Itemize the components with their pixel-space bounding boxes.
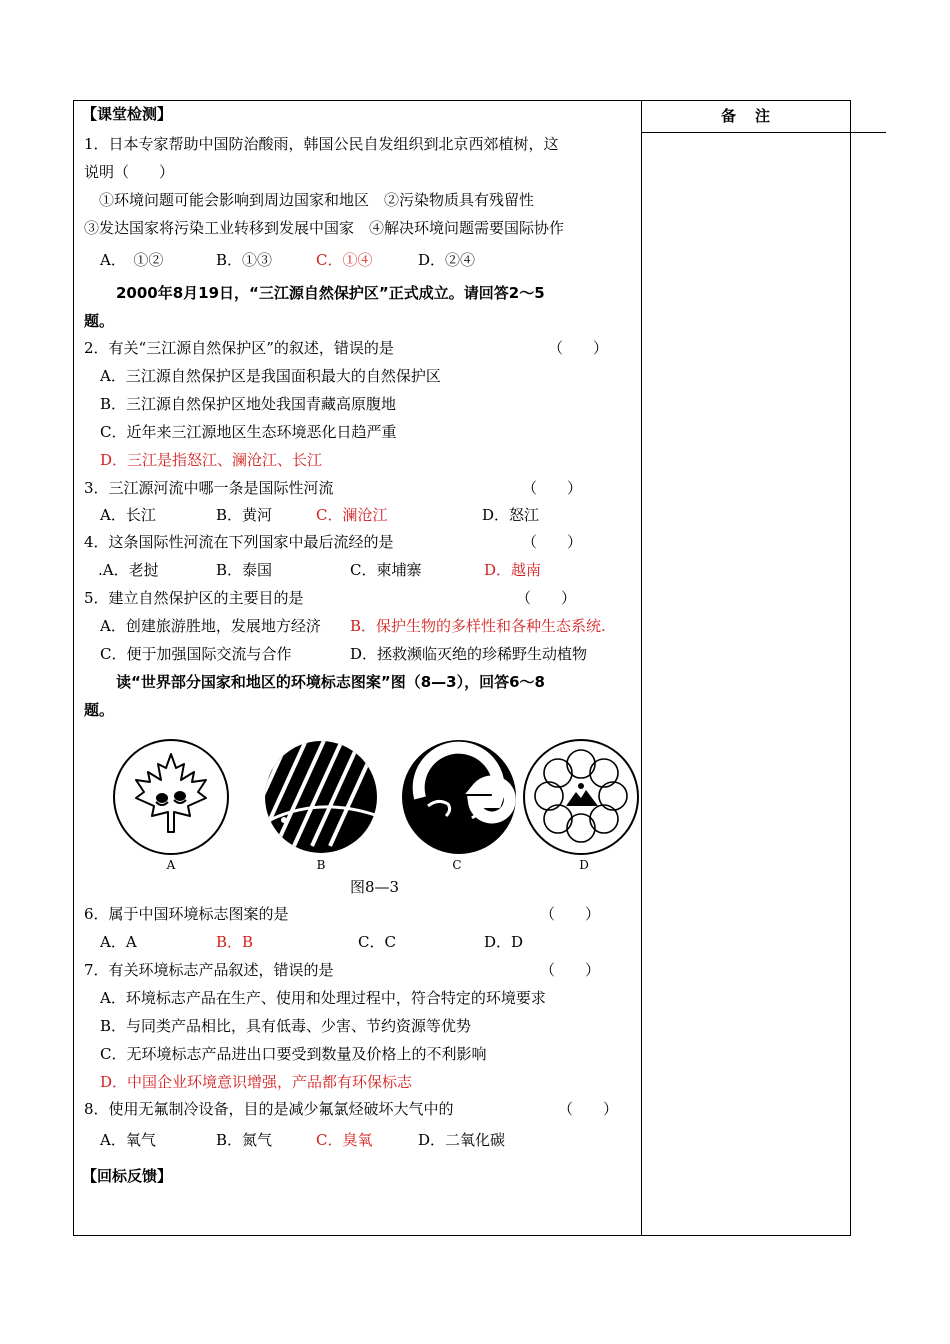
q8-option-b: B．氮气	[216, 1131, 273, 1149]
logo-d-label: D	[579, 858, 589, 872]
intro1-line2: 题。	[84, 312, 115, 330]
q6-option-d: D．D	[484, 933, 524, 951]
q7-option-c: C．无环境标志产品进出口要受到数量及价格上的不利影响	[100, 1045, 487, 1063]
q4-option-b: B．泰国	[216, 561, 273, 579]
intro2-line2: 题。	[84, 701, 115, 719]
q1-line3: ①环境问题可能会影响到周边国家和地区 ②污染物质具有残留性	[84, 191, 535, 209]
q3-option-b: B．黄河	[216, 506, 273, 524]
q3-paren: （ ）	[522, 479, 583, 497]
intro1-line1: 2000年8月19日，“三江源自然保护区”正式成立。请回答2～5	[116, 284, 545, 302]
logo-c-hands-earth-icon	[398, 736, 520, 858]
q1-option-b: B．①③	[216, 251, 273, 269]
logo-d-rings-mountain-icon	[520, 736, 642, 858]
q5-option-c: C．便于加强国际交流与合作	[100, 645, 292, 663]
logo-b-striped-circle-icon	[260, 736, 382, 858]
q5-option-a: A．创建旅游胜地，发展地方经济	[100, 617, 321, 635]
q6-paren: （ ）	[540, 905, 601, 923]
logo-a-label: A	[166, 858, 176, 872]
q1-line2: 说明（ ）	[84, 163, 175, 181]
q7-stem: 7．有关环境标志产品叙述，错误的是	[84, 961, 334, 979]
q4-paren: （ ）	[522, 533, 583, 551]
note-column-title: 备 注	[720, 107, 772, 125]
feedback-title: 【回标反馈】	[82, 1167, 173, 1185]
q5-stem: 5．建立自然保护区的主要目的是	[84, 589, 304, 607]
q7-option-b: B．与同类产品相比，具有低毒、少害、节约资源等优势	[100, 1017, 472, 1035]
q1-option-d: D．②④	[418, 251, 476, 269]
logo-a-maple-leaf-icon	[110, 736, 232, 858]
q6-option-b-answer: B．B	[216, 933, 254, 951]
q8-stem: 8．使用无氟制冷设备，目的是减少氟氯烃破坏大气中的	[84, 1100, 454, 1118]
worksheet-frame	[73, 100, 851, 1236]
q2-option-d-answer: D．三江是指怒江、澜沧江、长江	[100, 451, 323, 469]
q5-option-b-answer: B．保护生物的多样性和各种生态系统.	[350, 617, 606, 635]
q4-stem: 4．这条国际性河流在下列国家中最后流经的是	[84, 533, 394, 551]
q1-line4: ③发达国家将污染工业转移到发展中国家 ④解决环境问题需要国际协作	[84, 219, 565, 237]
q6-stem: 6．属于中国环境标志图案的是	[84, 905, 289, 923]
column-divider	[641, 100, 642, 1236]
figure-caption: 图8—3	[350, 878, 400, 896]
q6-option-a: A．A	[100, 933, 137, 951]
q7-option-d-answer: D．中国企业环境意识增强，产品都有环保标志	[100, 1073, 413, 1091]
q4-option-c: C．柬埔寨	[350, 561, 422, 579]
note-header-rule	[642, 132, 886, 133]
q5-option-d: D．拯救濒临灭绝的珍稀野生动植物	[350, 645, 588, 663]
q2-option-b: B．三江源自然保护区地处我国青藏高原腹地	[100, 395, 397, 413]
q1-option-a: A． ①②	[100, 251, 164, 269]
q7-option-a: A．环境标志产品在生产、使用和处理过程中，符合特定的环境要求	[100, 989, 546, 1007]
q2-option-c: C．近年来三江源地区生态环境恶化日趋严重	[100, 423, 397, 441]
logo-b-label: B	[316, 858, 326, 872]
logo-c-label: C	[452, 858, 462, 872]
q4-option-d-answer: D．越南	[484, 561, 542, 579]
q7-paren: （ ）	[540, 961, 601, 979]
q2-option-a: A．三江源自然保护区是我国面积最大的自然保护区	[100, 367, 441, 385]
q6-option-c: C．C	[358, 933, 396, 951]
q8-paren: （ ）	[558, 1100, 619, 1118]
q8-option-d: D．二氧化碳	[418, 1131, 506, 1149]
section-title: 【课堂检测】	[82, 105, 173, 123]
q1-option-c-answer: C．①④	[316, 251, 373, 269]
q3-option-a: A．长江	[100, 506, 156, 524]
q2-paren: （ ）	[548, 339, 609, 357]
q3-option-d: D．怒江	[482, 506, 540, 524]
intro2-line1: 读“世界部分国家和地区的环境标志图案”图（8—3），回答6～8	[116, 673, 545, 691]
q3-stem: 3．三江源河流中哪一条是国际性河流	[84, 479, 334, 497]
q5-paren: （ ）	[516, 589, 577, 607]
q4-option-a: .A．老挝	[98, 561, 159, 579]
q1-line1: 1．日本专家帮助中国防治酸雨，韩国公民自发组织到北京西郊植树，这	[84, 135, 559, 153]
q8-option-a: A．氧气	[100, 1131, 156, 1149]
q2-stem: 2．有关“三江源自然保护区”的叙述，错误的是	[84, 339, 394, 357]
q8-option-c-answer: C．臭氧	[316, 1131, 373, 1149]
q3-option-c-answer: C．澜沧江	[316, 506, 388, 524]
